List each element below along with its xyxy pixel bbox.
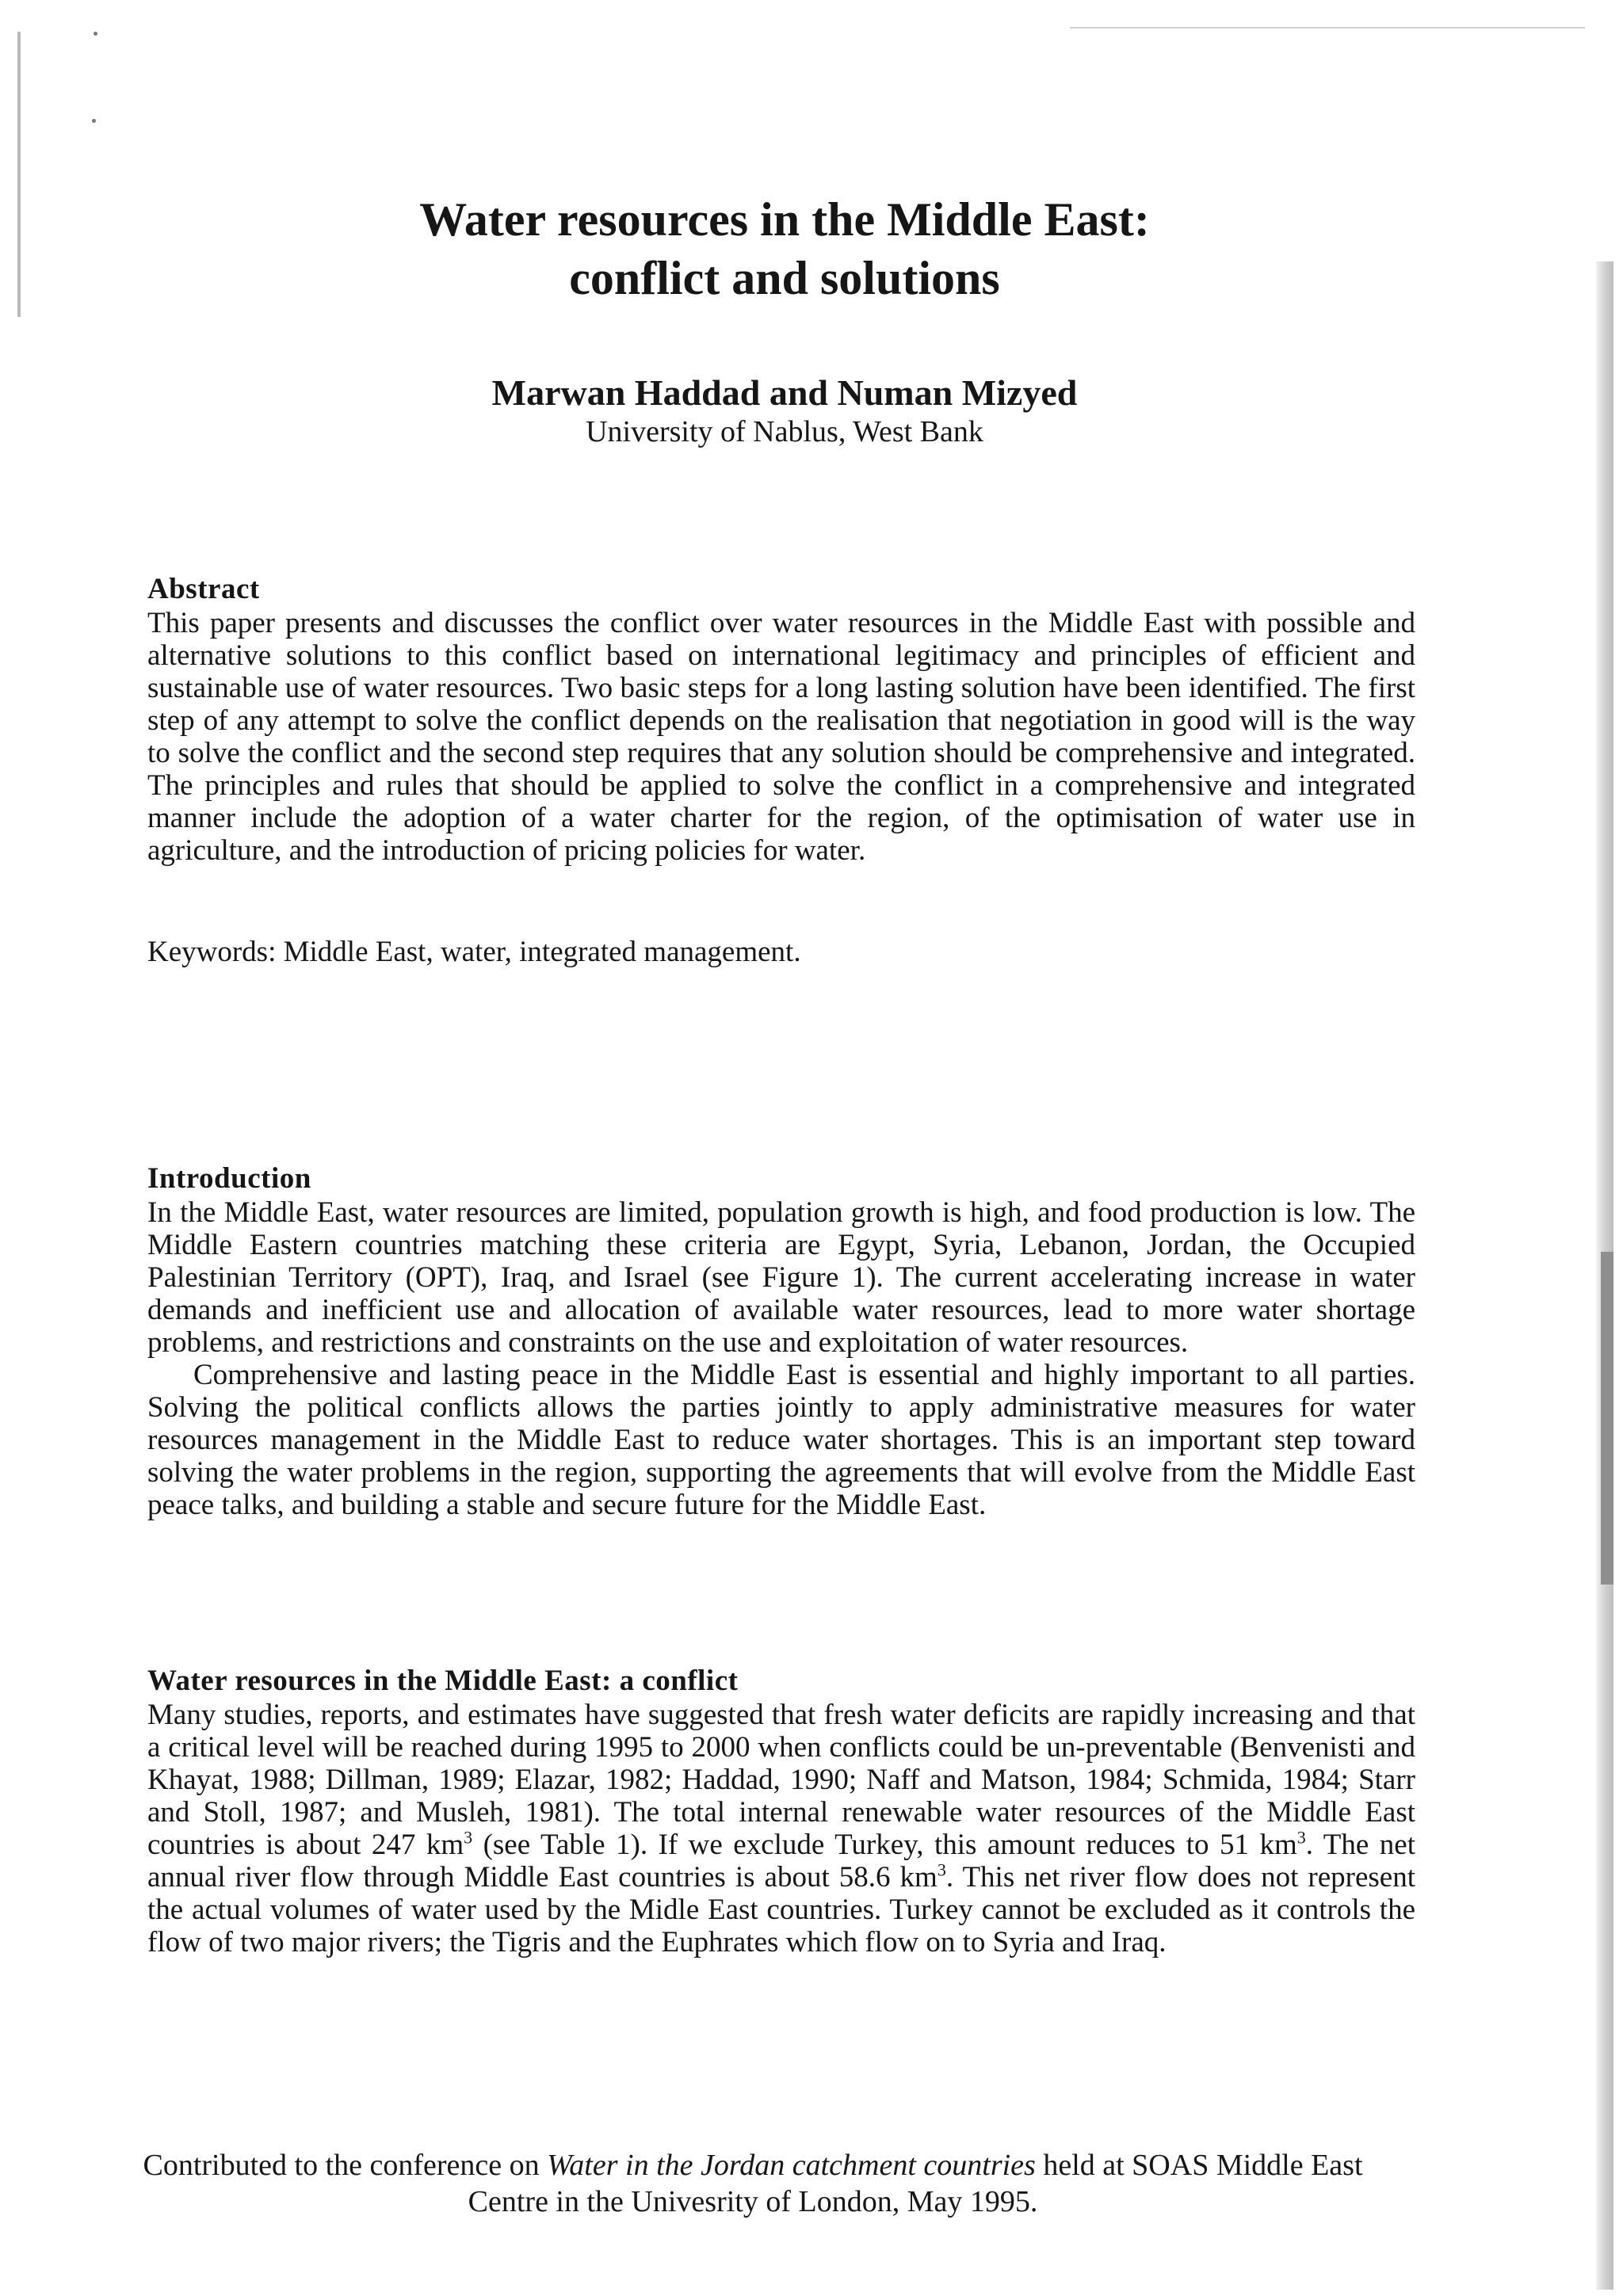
conflict-heading: Water resources in the Middle East: a conflict [147, 1665, 739, 1697]
scan-edge-left [17, 32, 21, 317]
scan-edge-shadow [1601, 1252, 1613, 1585]
scan-speck [94, 32, 97, 36]
superscript-3: 3 [937, 1859, 946, 1880]
conflict-text-2: (see Table 1). If we exclude Turkey, this amount reduces to 51 km [472, 1829, 1297, 1861]
footer-text-1: Contributed to the conference on [143, 2149, 548, 2182]
footer-conference-title: Water in the Jordan catchment countries [547, 2149, 1036, 2182]
conflict-text-1: Many studies, reports, and estimates have suggested that fresh water deficits are rapidly increasing and that a critical level will be reached during 1995 to 2000 when conflicts could be un-preventable (Benvenisti and Khayat, 1988; Dillman, 1989; Elazar, 1982; Haddad, 1990; Naff and Matson, 1984; Schmida, 1984; Starr and Stoll, 1987; and Musleh, 1981). The total internal renewable water resources of the Middle East countries is about 247 km [147, 1699, 1415, 1861]
conflict-text-4: . This net river flow does not represent the actual volumes of water used by the Midle East countries. Turkey cannot be excluded as it controls the flow of two major rivers; the Tigris and the Euphrates which flow on to Syria and Iraq. [147, 1861, 1415, 1958]
footer-note [119, 2147, 1387, 2220]
conflict-text-3: . The net annual river flow through Middle East countries is about 58.6 km [147, 1829, 1415, 1894]
abstract-section [147, 572, 1415, 867]
scan-top-line [1070, 27, 1585, 29]
abstract-text: This paper presents and discusses the conflict over water resources in the Middle East with possible and alternative solutions to this conflict based on international legitimacy and principles of efficient and sustainable use of water resources. Two basic steps for a long lasting solution have been identified. The first step of any attempt to solve the conflict depends on the realisation that negotiation in good will is the way to solve the conflict and the second step requires that any solution should be comprehensive and integrated. The principles and rules that should be applied to solve the conflict in a comprehensive and integrated manner include the adoption of a water charter for the region, of the optimisation of water use in agriculture, and the introduction of pricing policies for water. [147, 607, 1415, 867]
paper-title [301, 190, 1268, 307]
conflict-paragraph [147, 1699, 1415, 1958]
title-line-1: Water resources in the Middle East: [419, 193, 1150, 246]
conflict-section [147, 1664, 1415, 1958]
introduction-paragraph-2: Comprehensive and lasting peace in the Middle East is essential and highly important to all parties. Solving the political conflicts allows the parties jointly to apply administrative measures for water resources management in the Middle East to reduce water shortages. This is an important step toward solving the water problems in the region, supporting the agreements that will evolve from the Middle East peace talks, and building a stable and secure future for the Middle East. [147, 1359, 1415, 1521]
introduction-heading: Introduction [147, 1162, 311, 1195]
footer-text-2: held at SOAS Middle East Centre in the Univesrity of London, May 1995. [468, 2149, 1363, 2218]
affiliation: University of Nablus, West Bank [586, 415, 983, 448]
authors: Marwan Haddad and Numan Mizyed [491, 372, 1078, 413]
keywords: Keywords: Middle East, water, integrated management. [147, 936, 801, 968]
abstract-heading: Abstract [147, 573, 260, 605]
scan-speck [92, 119, 96, 123]
introduction-section [147, 1161, 1415, 1521]
superscript-3: 3 [1296, 1827, 1306, 1848]
scan-edge-right [1596, 261, 1613, 2290]
title-line-2: conflict and solutions [569, 252, 1000, 304]
superscript-3: 3 [464, 1827, 473, 1848]
introduction-paragraph-1: In the Middle East, water resources are limited, population growth is high, and food production is low. The Middle Eastern countries matching these criteria are Egypt, Syria, Lebanon, Jordan, the Occupied Palestinian Territory (OPT), Iraq, and Israel (see Figure 1). The current accelerating increase in water demands and inefficient use and allocation of available water resources, lead to more water shortage problems, and restrictions and constraints on the use and exploitation of water resources. [147, 1196, 1415, 1359]
